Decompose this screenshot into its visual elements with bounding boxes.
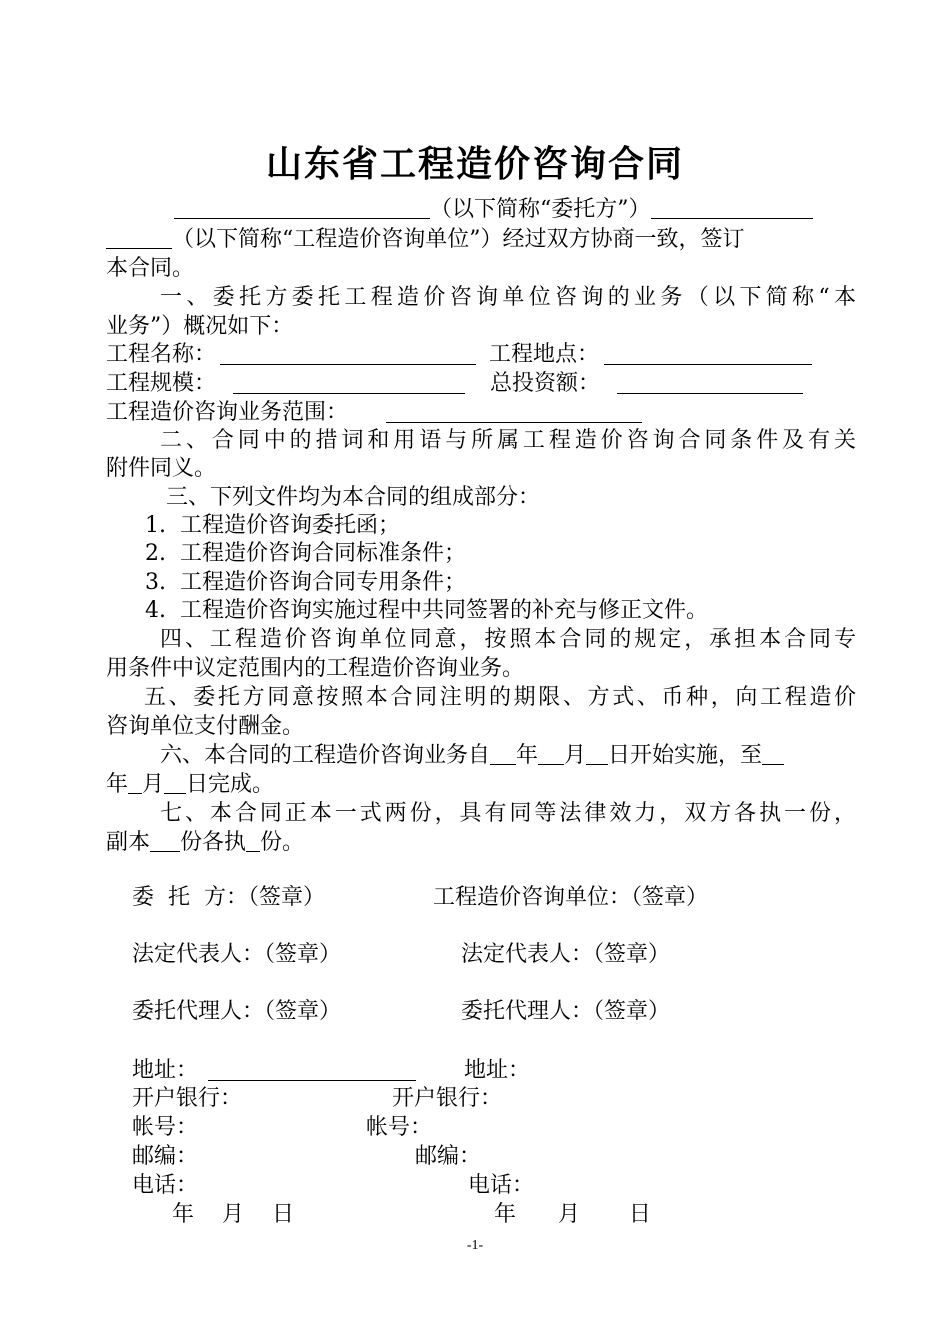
copies-label: 副本 xyxy=(106,830,151,855)
project-name-blank xyxy=(220,342,476,365)
address-right-label: 地址： xyxy=(464,1058,531,1083)
address-left-blank xyxy=(208,1058,416,1081)
copies-blank xyxy=(150,829,180,852)
clause-5-line-2: 咨询单位支付酬金。 xyxy=(106,714,305,739)
intro-client-text: （以下简称“委托方”） xyxy=(430,197,651,222)
clause-6-start-text: 六、本合同的工程造价咨询业务自 xyxy=(160,743,491,768)
scope-blank xyxy=(386,400,642,423)
clause-6-line-1 xyxy=(160,741,784,770)
intro-line-1 xyxy=(174,195,813,224)
clause-3-heading: 三、下列文件均为本合同的组成部分： xyxy=(166,485,541,510)
clause-2-line-2: 附件同义。 xyxy=(106,456,217,481)
account-right-label: 帐号： xyxy=(366,1115,433,1140)
copies-end-label: 份。 xyxy=(260,830,305,855)
end-month-label: 月 xyxy=(142,772,165,797)
client-name-blank xyxy=(174,196,430,219)
clause-7-line-1: 七、本合同正本一式两份，具有同等法律效力，双方各执一份， xyxy=(160,801,856,826)
start-month-label: 月 xyxy=(564,743,587,768)
clause-1-line-1: 一、委托方委托工程造价咨询单位咨询的业务（以下简称“本 xyxy=(160,285,856,310)
clause-5-line-1: 五、委托方同意按照本合同注明的期限、方式、币种，向工程造价 xyxy=(144,685,856,710)
start-month-blank xyxy=(538,742,564,765)
account-left-label: 帐号： xyxy=(132,1115,199,1140)
date-left: 年 月 日 xyxy=(172,1202,294,1227)
clause-3-item: 4. 工程造价咨询实施过程中共同签署的补充与修正文件。 xyxy=(145,598,708,623)
each-holds-label: 份各执 xyxy=(180,830,247,855)
clause-6-mid-text: 日开始实施，至 xyxy=(608,743,763,768)
legal-rep-right: 法定代表人：（签章） xyxy=(461,942,671,967)
clause-3-item: 3. 工程造价咨询合同专用条件； xyxy=(145,570,466,595)
project-name-label: 工程名称： xyxy=(106,342,217,367)
agent-left: 委托代理人：（签章） xyxy=(132,999,342,1024)
project-scale-label: 工程规模： xyxy=(106,371,217,396)
clause-3-item: 2. 工程造价咨询合同标准条件； xyxy=(145,541,466,566)
intro-consultant-text: （以下简称“工程造价咨询单位”）经过双方协商一致，签订 xyxy=(172,227,745,252)
clause-6-line-2 xyxy=(106,770,274,799)
consultant-name-blank-end xyxy=(106,226,172,249)
clause-1-line-2: 业务”）概况如下： xyxy=(106,314,294,339)
start-day-blank xyxy=(586,742,608,765)
consultant-name-blank-start xyxy=(651,196,813,219)
total-investment-label: 总投资额： xyxy=(490,371,601,396)
end-year-label: 年 xyxy=(106,772,129,797)
clause-3-item: 1. 工程造价咨询委托函； xyxy=(145,513,400,538)
address-left-label: 地址： xyxy=(132,1058,199,1083)
clause-6-end-text: 日完成。 xyxy=(186,772,275,797)
end-day-blank xyxy=(164,771,186,794)
consultant-signature: 工程造价咨询单位：（签章） xyxy=(433,885,709,910)
bank-left-label: 开户银行： xyxy=(132,1086,243,1111)
scope-label: 工程造价咨询业务范围： xyxy=(106,400,349,425)
agent-right: 委托代理人：（签章） xyxy=(461,999,671,1024)
phone-left-label: 电话： xyxy=(132,1173,199,1198)
client-signature: 委 托 方：（签章） xyxy=(132,885,325,910)
bank-right-label: 开户银行： xyxy=(392,1086,503,1111)
clause-4-line-1: 四、工程造价咨询单位同意，按照本合同的规定，承担本合同专 xyxy=(160,627,856,652)
clause-7-line-2 xyxy=(106,828,304,857)
project-scale-blank xyxy=(233,371,465,394)
end-year-blank-start xyxy=(762,742,784,765)
project-location-blank xyxy=(604,342,812,365)
start-year-label: 年 xyxy=(516,743,539,768)
phone-right-label: 电话： xyxy=(468,1173,535,1198)
postcode-right-label: 邮编： xyxy=(415,1144,482,1169)
postcode-left-label: 邮编： xyxy=(132,1144,199,1169)
intro-line-2 xyxy=(106,225,745,254)
start-year-blank xyxy=(490,742,516,765)
legal-rep-left: 法定代表人：（签章） xyxy=(132,942,342,967)
document-title: 山东省工程造价咨询合同 xyxy=(265,144,684,185)
page-number: -1- xyxy=(466,1238,484,1253)
end-month-blank xyxy=(128,771,142,794)
each-copies-blank xyxy=(246,829,260,852)
intro-line-3: 本合同。 xyxy=(106,256,195,281)
clause-2-line-1: 二、合同中的措词和用语与所属工程造价咨询合同条件及有关 xyxy=(160,428,856,453)
date-right: 年 月 日 xyxy=(494,1202,651,1227)
project-location-label: 工程地点： xyxy=(489,342,600,367)
total-investment-blank xyxy=(617,371,803,394)
clause-4-line-2: 用条件中议定范围内的工程造价咨询业务。 xyxy=(106,656,525,681)
